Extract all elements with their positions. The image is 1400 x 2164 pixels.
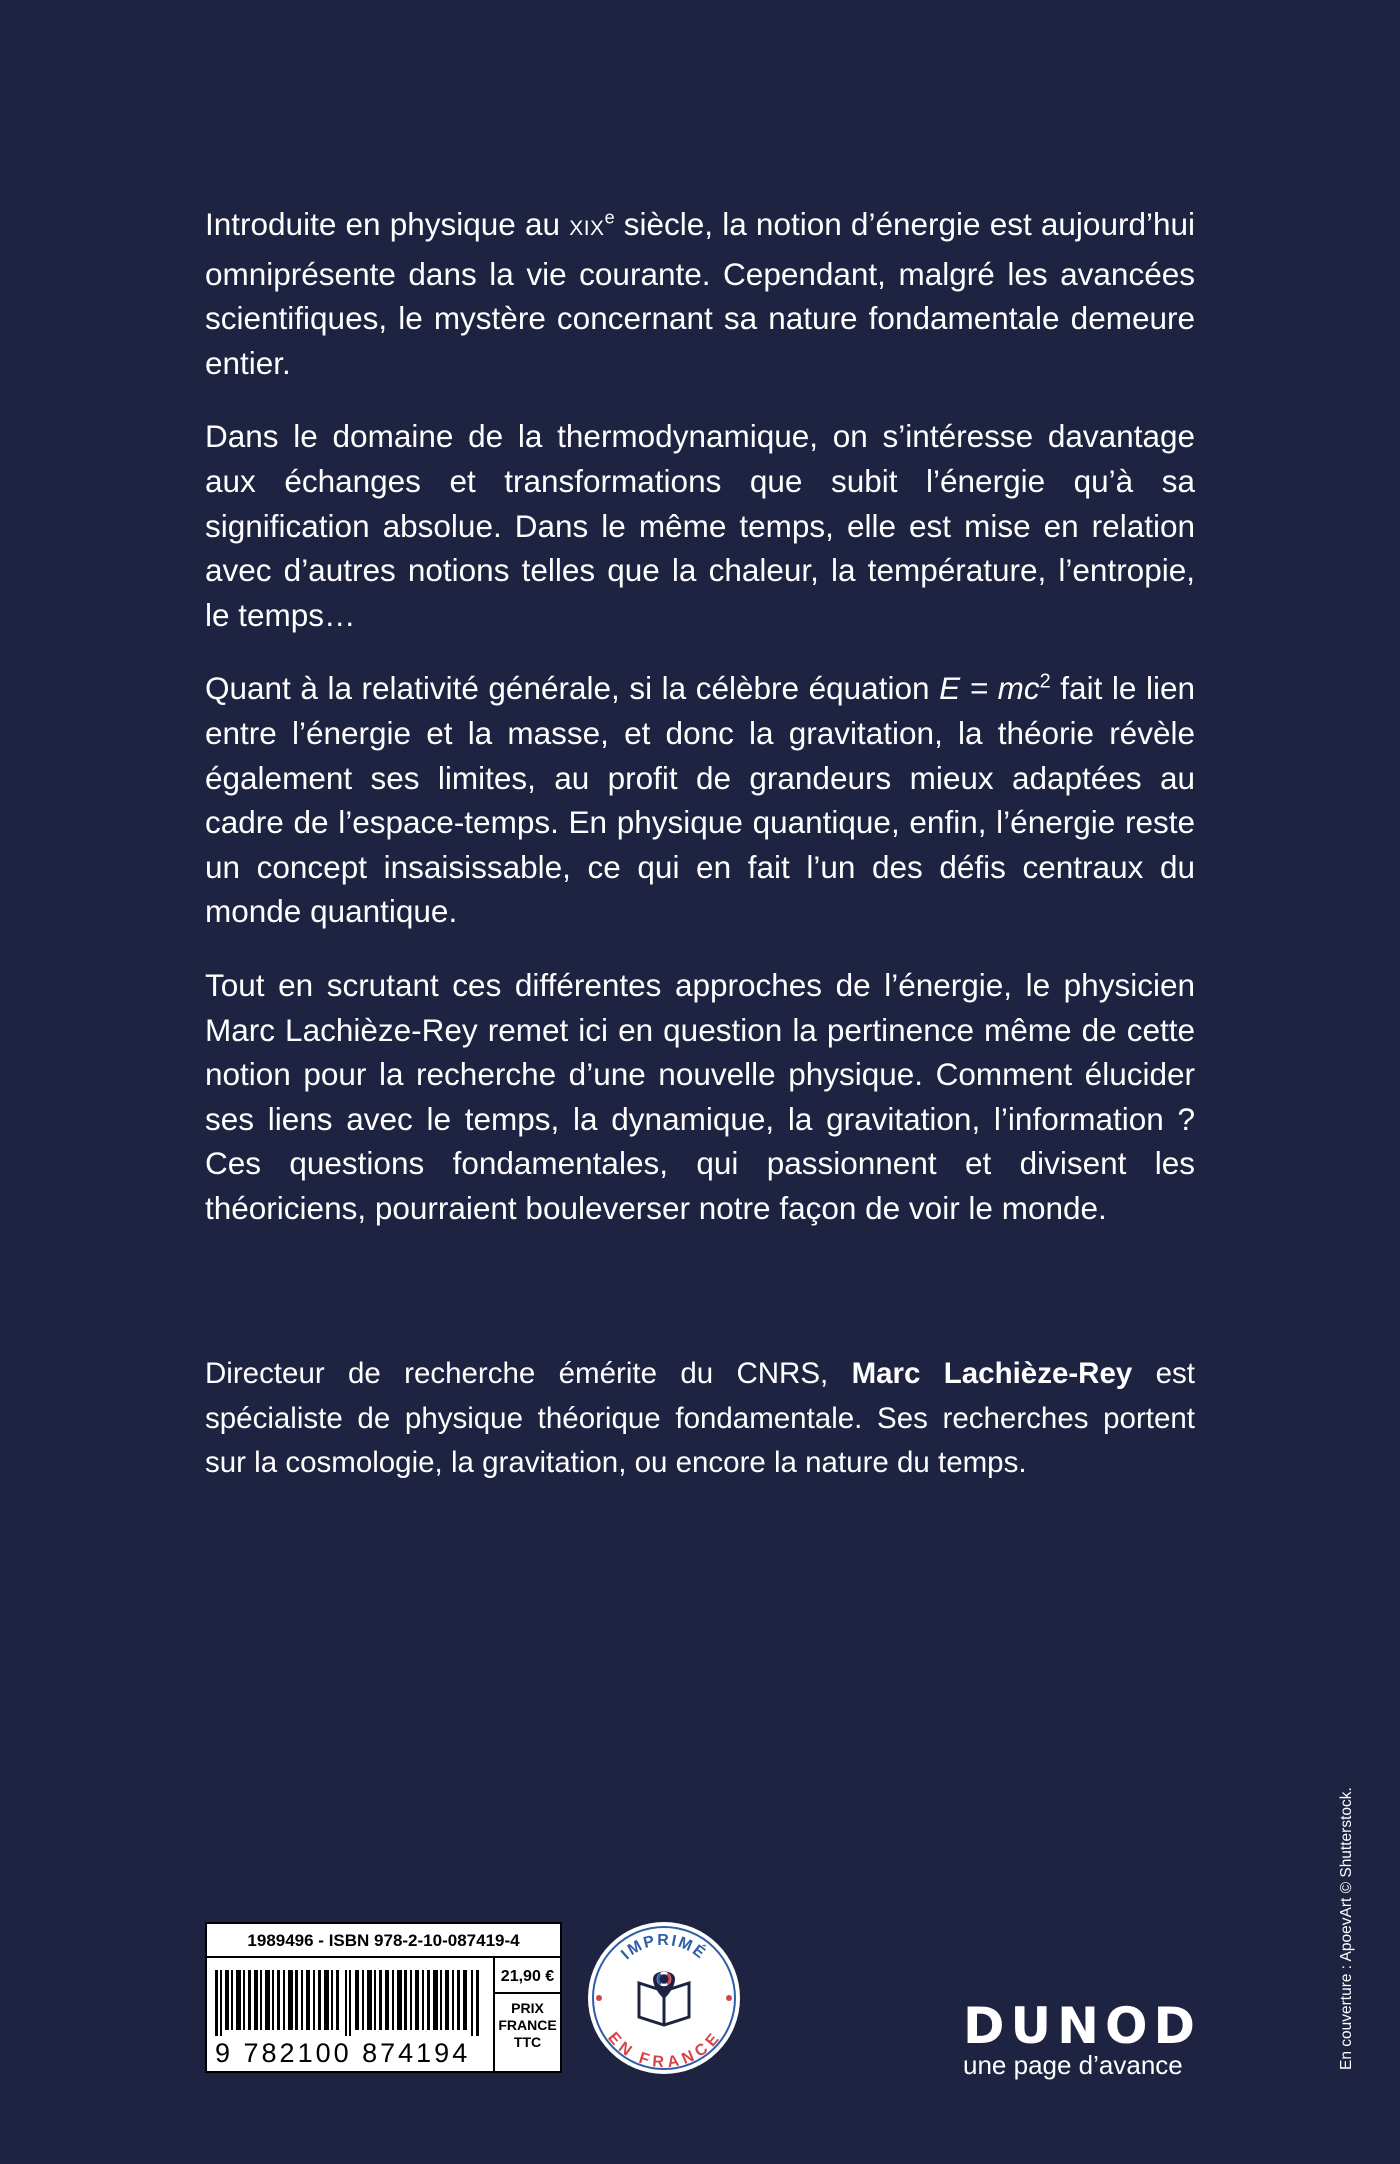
author-name: Marc Lachièze-Rey [851, 1357, 1133, 1390]
cover-credit: En couverture : ApoevArt © Shutterstock. [1338, 1787, 1355, 2070]
price-label-line-3: TTC [513, 2034, 542, 2050]
equation: E = mc [939, 670, 1040, 707]
blurb-paragraph-4: Tout en scrutant ces différentes approches de l’énergie, le physicien Marc Lachièze-Rey remet ici en question la pertinence même de cette notion pour la recherche d’une nouvelle physique. Comment élucider ses liens avec le temps, la dynamique, la gravitation, l’information ? Ces questions fondamentales, qui passionnent et divisent les théoriciens, pourraient bouleverser notre façon de voir le monde. [205, 966, 1195, 1226]
blurb-p3-text-a: Quant à la relativité générale, si la célèbre équation [205, 670, 940, 707]
author-bio [205, 1352, 1195, 1486]
publisher-logo [963, 1997, 1201, 2080]
blurb-paragraph-2: Dans le domaine de la thermodynamique, on s’intéresse davantage aux échanges et transformations que subit l’énergie qu’à sa signification absolue. Dans le même temps, elle est mise en relation avec d’autres notions telles que la chaleur, la température, l’entropie, le temps… [205, 418, 1195, 633]
bio-text-a: Directeur de recherche émérite du CNRS, [205, 1357, 852, 1390]
price-column [493, 1958, 560, 2073]
isbn-barcode-box [205, 1922, 562, 2073]
blurb-p1-text-b: siècle, la notion d’énergie est aujourd’hui omniprésente dans la vie courante. Cependant, malgré les avancées scientifiques, le mystère concernant sa nature fondamentale demeure entier. [205, 206, 1196, 381]
price-label [495, 2000, 560, 2051]
barcode-icon [215, 1970, 483, 2036]
publisher-tagline: une page d’avance [963, 2050, 1183, 2080]
seal-top-text: IMPRIMÉ [618, 1932, 710, 1964]
price-label-line-1: PRIX [511, 2000, 544, 2016]
century-roman-numeral: XIX [569, 217, 605, 240]
seal-bottom-text: EN FRANCE [604, 2029, 724, 2072]
blurb-paragraph-1 [205, 202, 1195, 385]
blurb-p3-text-b: fait le lien entre l’énergie et la masse, et donc la gravitation, la théorie révèle également ses limites, au profit de grandeurs mieux adaptées au cadre de l’espace-temps. En physique quantique, enfin, l’énergie reste un concept insaisissable, ce qui en fait l’un des défis centraux du monde quantique. [205, 670, 1196, 930]
barcode-digits: 9 782100 874194 [215, 2038, 471, 2068]
publisher-name: DUNOD [963, 1997, 1201, 2055]
price-label-line-2: FRANCE [498, 2017, 557, 2033]
century-superscript: e [604, 207, 615, 228]
equation-exponent: 2 [1039, 670, 1051, 693]
bio-text-b: est spécialiste de physique théorique fondamentale. Ses recherches portent sur la cosmologie, la gravitation, ou encore la nature du temps. [205, 1357, 1195, 1480]
blurb-p1-text-a: Introduite en physique au [205, 206, 570, 242]
isbn-line: 1989496 - ISBN 978-2-10-087419-4 [207, 1924, 560, 1958]
price: 21,90 € [495, 1968, 560, 1994]
imprime-en-france-seal-icon [587, 1921, 741, 2075]
blurb [205, 202, 1195, 1230]
blurb-paragraph-3 [205, 666, 1195, 934]
